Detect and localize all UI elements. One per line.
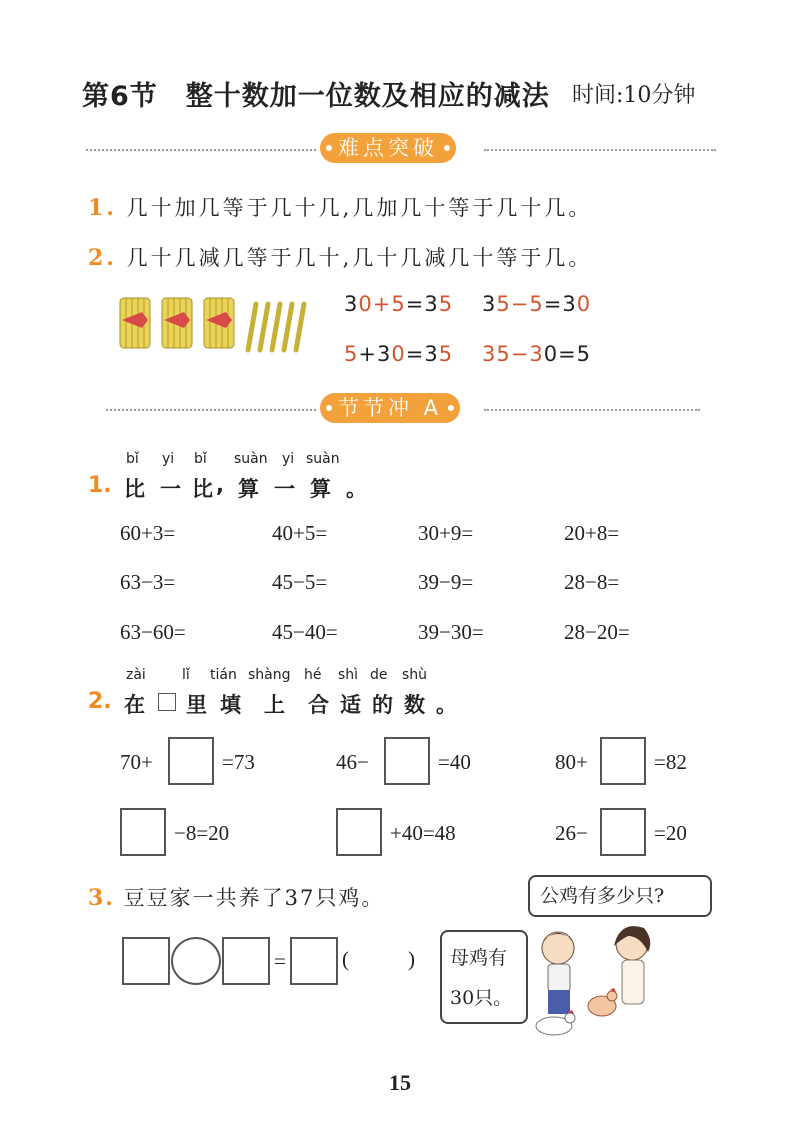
time-limit: 时间:10分钟 [572, 83, 696, 108]
fill-item-right: =40 [438, 750, 471, 774]
single-sticks [248, 304, 304, 350]
paren-close: ) [408, 947, 415, 971]
char: 的 [372, 693, 393, 717]
calc-item: 45−40= [272, 620, 338, 644]
char: 填 [220, 693, 241, 717]
calc-item: 63−60= [120, 620, 186, 644]
answer-box[interactable] [222, 937, 270, 985]
char: 算 [310, 477, 331, 501]
equals-sign: = [274, 949, 286, 973]
unit-answer-blank[interactable] [352, 944, 406, 974]
divider-right [484, 409, 700, 411]
fill-item-left: 70+ [120, 750, 153, 774]
stick-bundle [162, 298, 192, 348]
pinyin: bǐ [126, 451, 139, 467]
children-and-chickens-illustration [528, 918, 668, 1040]
pinyin: zài [126, 667, 146, 683]
q3-text: 豆豆家一共养了37只鸡。 [123, 886, 385, 910]
eq-part: 5− [496, 292, 530, 316]
answer-box[interactable] [600, 737, 646, 785]
char: 一 [160, 477, 181, 501]
eq-part: +3 [358, 342, 392, 366]
pinyin: yi [282, 451, 295, 467]
eq-part: =3 [543, 292, 577, 316]
fill-item-left: 26− [555, 821, 588, 845]
calc-item: 28−8= [564, 570, 620, 594]
fill-item-left: 80+ [555, 750, 588, 774]
pinyin: yi [162, 451, 175, 467]
calc-item: 30+9= [418, 521, 474, 545]
char: 里 [186, 693, 207, 717]
fill-item-right: =82 [654, 750, 687, 774]
eq-part: 3 [529, 342, 544, 366]
eq-part: 5 [529, 292, 544, 316]
rule-2 [88, 242, 592, 272]
fill-item-right: =73 [222, 750, 255, 774]
calc-item: 45−5= [272, 570, 328, 594]
boy-figure [542, 932, 574, 1014]
example-equation [482, 342, 591, 366]
char: 比 [192, 477, 213, 501]
q1-number: 1. [88, 473, 112, 498]
calc-item: 28−20= [564, 620, 630, 644]
char: 在 [124, 693, 145, 717]
example-equation [482, 292, 591, 316]
example-equation [344, 292, 453, 316]
divider-right [484, 149, 716, 151]
divider-left [106, 409, 316, 411]
fill-item-right: =20 [654, 821, 687, 845]
q3-prompt [88, 882, 384, 912]
rule-2-text: 几十几减几等于几十,几十几减几十等于几。 [126, 246, 593, 270]
calc-item: 39−9= [418, 570, 474, 594]
char: 比 [124, 477, 145, 501]
rule-1-number: 1. [88, 195, 117, 221]
char: 上 [264, 693, 285, 717]
pinyin: suàn [306, 451, 340, 467]
answer-box[interactable] [384, 737, 430, 785]
pinyin: hé [304, 667, 322, 683]
blank-box-icon [158, 693, 176, 711]
eq-part: 0=5 [543, 342, 592, 366]
char: 数 [404, 693, 425, 717]
pinyin: shù [402, 667, 428, 683]
char: 。 [346, 477, 367, 501]
char: 一 [274, 477, 295, 501]
eq-part: =3 [405, 292, 439, 316]
char: 合 [308, 693, 329, 717]
stick-bundle [120, 298, 150, 348]
eq-part: 5 [438, 292, 454, 316]
answer-box[interactable] [336, 808, 382, 856]
section-banner-difficult: 难点突破 [320, 133, 456, 163]
calc-item: 63−3= [120, 570, 176, 594]
speech-bubble-question: 公鸡有多少只? [528, 875, 712, 917]
char: 适 [340, 693, 361, 717]
hint-line: 30只。 [450, 987, 513, 1009]
calc-item: 40+5= [272, 521, 328, 545]
eq-part: 3 [482, 342, 497, 366]
rule-1-text: 几十加几等于几十几,几加几十等于几十几。 [126, 196, 593, 220]
eq-part: 3 [482, 292, 497, 316]
girl-figure [614, 926, 650, 1004]
pinyin: de [370, 667, 388, 683]
answer-box[interactable] [122, 937, 170, 985]
divider-left [86, 149, 316, 151]
eq-part: 0+ [358, 292, 392, 316]
eq-part: =3 [405, 342, 439, 366]
char: , [216, 473, 224, 497]
operator-circle[interactable] [171, 937, 221, 985]
pinyin: lǐ [182, 667, 190, 683]
fill-item-right: −8=20 [174, 821, 230, 845]
pinyin: bǐ [194, 451, 207, 467]
page-title [82, 74, 550, 113]
answer-box[interactable] [168, 737, 214, 785]
hint-line: 母鸡有 [450, 947, 508, 969]
pinyin: suàn [234, 451, 268, 467]
pinyin: shì [338, 667, 359, 683]
rule-2-number: 2. [88, 245, 117, 271]
paren-open: ( [342, 947, 349, 971]
eq-part: 3 [344, 292, 359, 316]
eq-part: 0 [391, 342, 406, 366]
q1-prompt [88, 473, 367, 501]
chicken-icon [588, 988, 617, 1016]
example-equation [344, 342, 453, 366]
section-banner-practice: 节节冲 A [320, 393, 460, 423]
eq-part: 5 [344, 342, 359, 366]
eq-part: 5 [391, 292, 406, 316]
calc-item: 20+8= [564, 521, 620, 545]
char: 算 [238, 477, 259, 501]
q2-prompt [88, 689, 457, 717]
q3-number: 3. [88, 885, 115, 911]
q2-number: 2. [88, 689, 112, 714]
calc-item: 60+3= [120, 521, 176, 545]
answer-box[interactable] [290, 937, 338, 985]
answer-box[interactable] [600, 808, 646, 856]
counting-sticks-illustration [118, 292, 318, 362]
pinyin: shàng [248, 667, 291, 683]
eq-part: 5− [496, 342, 530, 366]
section-title: 整十数加一位数及相应的减法 [185, 81, 550, 112]
char: 。 [436, 693, 457, 717]
fill-item-right: +40=48 [390, 821, 456, 845]
eq-part: 0 [576, 292, 592, 316]
fill-item-left: 46− [336, 750, 369, 774]
calc-item: 39−30= [418, 620, 484, 644]
section-number: 第6节 [82, 81, 158, 112]
stick-bundle [204, 298, 234, 348]
pinyin: tián [210, 667, 237, 683]
rule-1 [88, 192, 592, 222]
speech-bubble-hint [440, 930, 528, 1024]
eq-part: 5 [438, 342, 454, 366]
page-number: 15 [389, 1070, 411, 1095]
answer-box[interactable] [120, 808, 166, 856]
